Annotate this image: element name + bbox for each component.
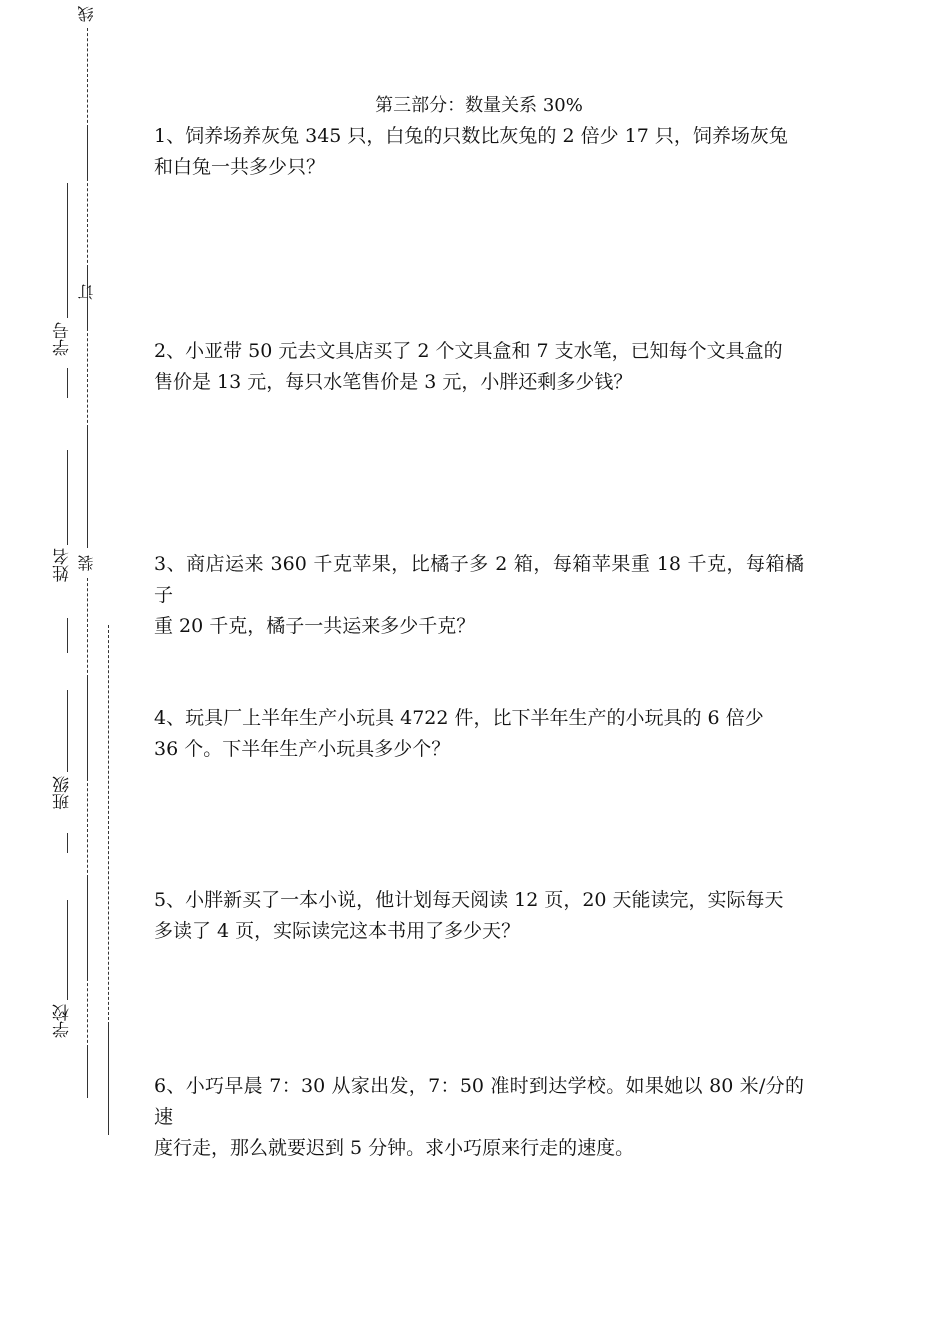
question-1-line-1: 1、饲养场养灰兔 345 只，白兔的只数比灰兔的 2 倍少 17 只，饲养场灰兔 (154, 125, 788, 147)
question-1-line-2: 和白兔一共多少只？ (154, 156, 326, 178)
label-banji: 班级 (53, 776, 73, 810)
label-zhuang: 装 (77, 555, 96, 571)
banji-blank (67, 690, 68, 772)
question-6 (154, 1071, 804, 1164)
cut-line-solid-5 (87, 878, 88, 978)
question-5-line-2: 多读了 4 页，实际读完这本书用了多少天？ (154, 920, 521, 942)
label-ding: 订 (77, 284, 96, 300)
cut-line-dashed-2 (87, 178, 88, 268)
cut-line-solid-4 (87, 678, 88, 778)
banji-blank-top (67, 618, 68, 653)
binding-line-dashed (108, 625, 109, 1025)
question-6-line-2: 度行走，那么就要迟到 5 分钟。求小巧原来行走的速度。 (154, 1137, 635, 1159)
xuehao-blank-bottom (67, 368, 68, 398)
label-xuexiao: 学校 (53, 1004, 73, 1038)
label-xingming: 姓名 (53, 548, 73, 582)
cut-line-dashed-5 (87, 778, 88, 878)
cut-line-solid-1 (87, 128, 88, 178)
question-5-line-1: 5、小胖新买了一本小说，他计划每天阅读 12 页，20 天能读完，实际每天 (154, 889, 784, 911)
banji-blank-bottom (67, 833, 68, 853)
xingming-blank (67, 450, 68, 545)
xuehao-blank-top (67, 183, 68, 318)
cut-line-solid-3 (87, 428, 88, 548)
question-2-line-2: 售价是 13 元，每只水笔售价是 3 元，小胖还剩多少钱？ (154, 371, 633, 393)
question-1 (154, 121, 804, 183)
question-5 (154, 885, 804, 947)
label-xian: 线 (77, 6, 96, 22)
cut-line-dashed-3 (87, 328, 88, 428)
question-3 (154, 549, 804, 642)
question-4-line-1: 4、玩具厂上半年生产小玩具 4722 件，比下半年生产的小玩具的 6 倍少 (154, 707, 764, 729)
question-4-line-2: 36 个。下半年生产小玩具多少个？ (154, 738, 451, 760)
cut-line-dashed-4 (87, 578, 88, 678)
question-2-line-1: 2、小亚带 50 元去文具店买了 2 个文具盒和 7 支水笔，已知每个文具盒的 (154, 340, 783, 362)
xuexiao-blank (67, 900, 68, 1000)
question-2 (154, 336, 804, 398)
question-4 (154, 703, 804, 765)
question-3-line-1: 3、商店运来 360 千克苹果，比橘子多 2 箱，每箱苹果重 18 千克，每箱橘子 (154, 553, 804, 606)
binding-line-solid (108, 1025, 109, 1135)
question-3-line-2: 重 20 千克，橘子一共运来多少千克？ (154, 615, 476, 637)
cut-line-solid-6 (87, 1048, 88, 1098)
cut-line-dashed-6 (87, 978, 88, 1048)
section-title: 第三部分：数量关系 30% (375, 95, 583, 116)
label-xuehao: 学号 (53, 322, 73, 356)
question-6-line-1: 6、小巧早晨 7：30 从家出发，7：50 准时到达学校。如果她以 80 米/分的速 (154, 1075, 804, 1128)
